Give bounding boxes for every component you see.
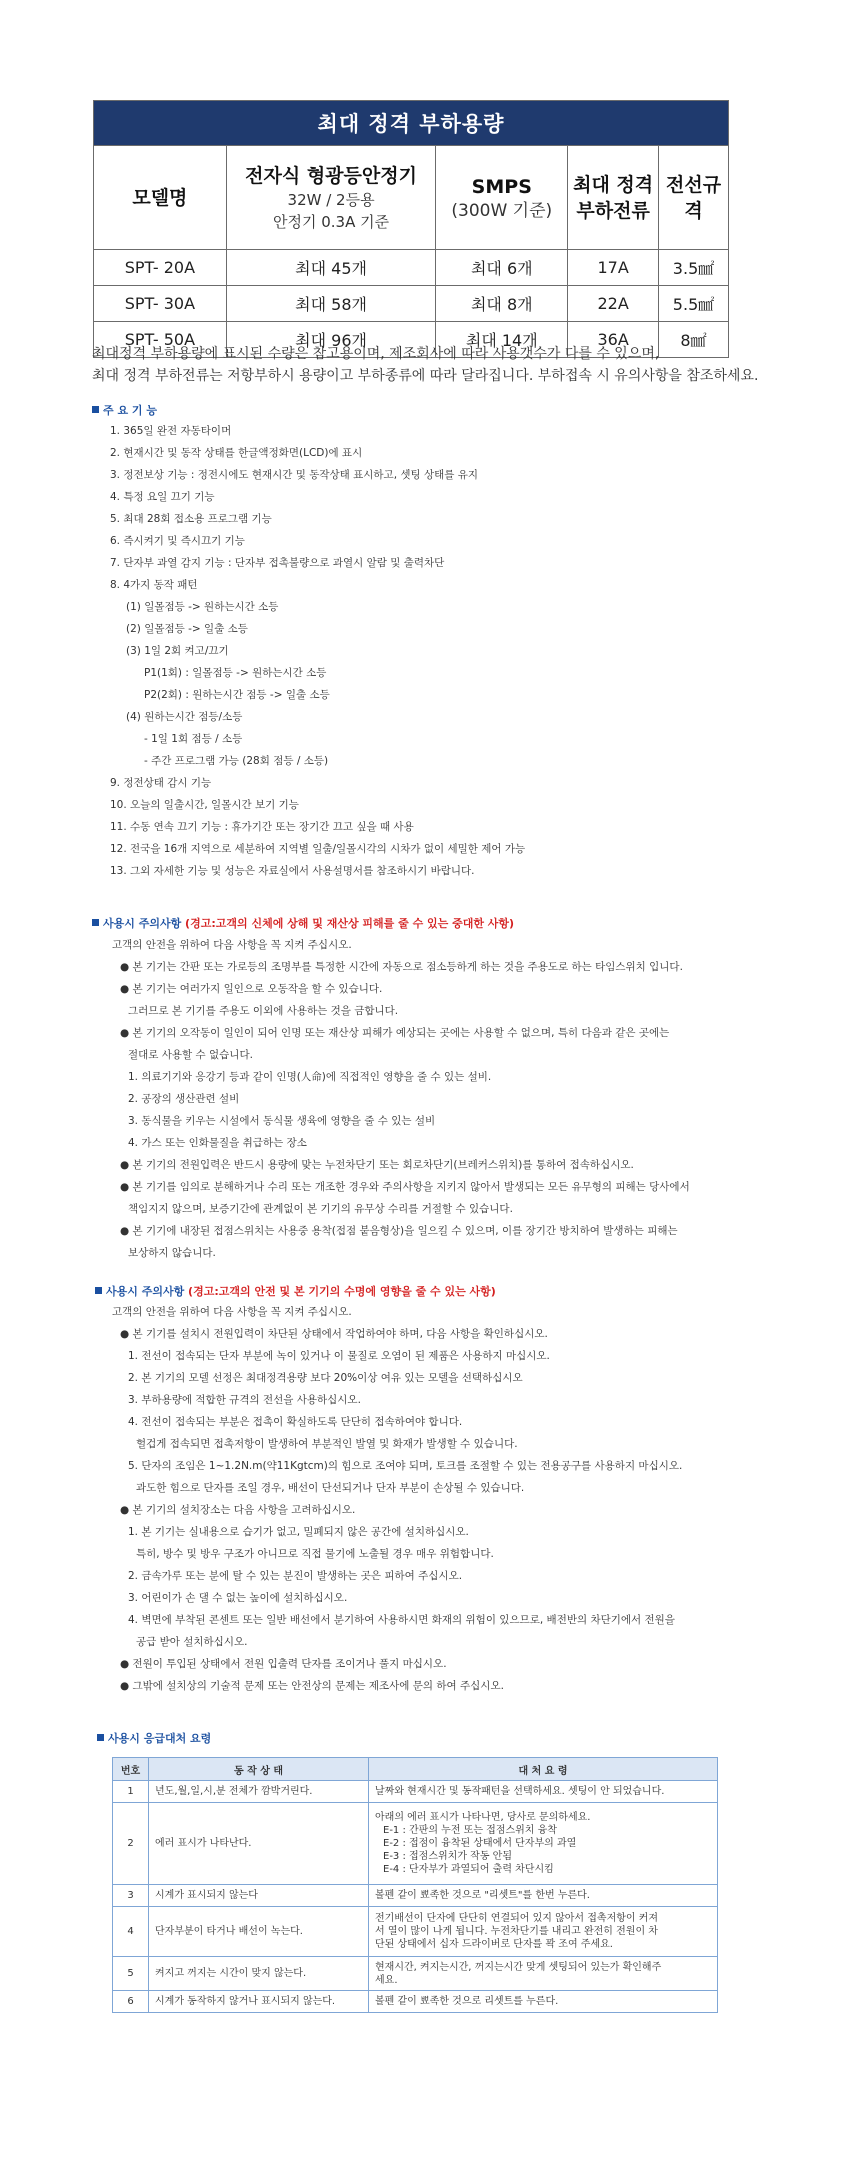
caution2-title: 사용시 주의사항 (경고:고객의 안전 및 본 기기의 수명에 영향을 줄 수 있는 사항) — [95, 1283, 496, 1299]
list-item: 3. 부하용량에 적합한 규격의 전선을 사용하십시오. — [128, 1394, 361, 1406]
table-row — [94, 286, 729, 322]
cell-smps: 최대 6개 — [436, 250, 568, 286]
header-model: 모델명 — [94, 146, 227, 250]
cell-state: 시계가 표시되지 않는다 — [149, 1885, 369, 1907]
square-bullet-icon — [97, 1734, 104, 1741]
list-item: 3. 동식물을 키우는 시설에서 동식물 생육에 영향을 줄 수 있는 설비 — [128, 1115, 436, 1127]
cell-no: 1 — [113, 1781, 149, 1803]
list-item: 2. 본 기기의 모델 선정은 최대정격용량 보다 20%이상 여유 있는 모델을 선택하십시오 — [128, 1372, 523, 1384]
list-item: 고객의 안전을 위하여 다음 사항을 꼭 지켜 주십시오. — [112, 939, 352, 951]
header-no: 번호 — [113, 1758, 149, 1781]
cell-wire: 5.5㎟ — [659, 286, 729, 322]
cell-action — [369, 1803, 718, 1885]
header-wire: 전선규격 — [659, 146, 729, 250]
cell-ballast: 최대 58개 — [226, 286, 436, 322]
list-item: 13. 그외 자세한 기능 및 성능은 자료실에서 사용설명서를 참조하시기 바랍니다. — [110, 865, 475, 877]
list-item: 1. 의료기기와 응강기 등과 같이 인명(人命)에 직접적인 영향을 줄 수 있는 설비. — [128, 1071, 492, 1083]
list-item: 특히, 방수 및 방우 구조가 아니므로 직접 물기에 노출될 경우 매우 위험합니다. — [136, 1548, 494, 1560]
cell-current: 17A — [568, 250, 659, 286]
list-item: 4. 전선이 접속되는 부분은 접촉이 확실하도록 단단히 접속하여야 합니다. — [128, 1416, 463, 1428]
list-item: 11. 수동 연속 끄기 기능 : 휴가기간 또는 장기간 끄고 싶을 때 사용 — [110, 821, 414, 833]
square-bullet-icon — [92, 919, 99, 926]
list-item: 2. 공장의 생산관련 설비 — [128, 1093, 240, 1105]
list-item: 5. 단자의 조임은 1~1.2N.m(약11Kgtcm)의 힘으로 조여야 되며, 토크를 조절할 수 있는 전용공구를 사용하지 마십시오. — [128, 1460, 683, 1472]
list-item: 공급 받아 설치하십시오. — [136, 1636, 248, 1648]
table-row — [113, 1907, 718, 1957]
list-item: 과도한 힘으로 단자를 조일 경우, 배선이 단선되거나 단자 부분이 손상될 수 있습니다. — [136, 1482, 525, 1494]
features-title: 주 요 기 능 — [92, 402, 157, 418]
notice-line: 최대 정격 부하전류는 저항부하시 용량이고 부하종류에 따라 달라집니다. 부하접속 시 유의사항을 참조하세요. — [92, 368, 759, 384]
cell-state: 년도,월,일,시,분 전체가 깜박거린다. — [149, 1781, 369, 1803]
caution1-title: 사용시 주의사항 (경고:고객의 신체에 상해 및 재산상 피해를 줄 수 있는 중대한 사항) — [92, 915, 514, 931]
list-item: 1. 본 기기는 실내용으로 습기가 없고, 밀폐되지 않은 공간에 설치하십시오. — [128, 1526, 469, 1538]
action-line: E-2 : 접점이 융착된 상태에서 단자부의 과열 — [383, 1838, 577, 1849]
list-item: P1(1회) : 일몰점등 -> 원하는시간 소등 — [144, 667, 327, 679]
header-current: 최대 정격 부하전류 — [568, 146, 659, 250]
square-bullet-icon — [95, 1287, 102, 1294]
cell-action — [369, 1957, 718, 1991]
cell-no: 4 — [113, 1907, 149, 1957]
table-row — [113, 1957, 718, 1991]
list-item: 헐겁게 접속되면 접촉저항이 발생하여 부분적인 발열 및 화재가 발생할 수 있습니다. — [136, 1438, 518, 1450]
table-row — [113, 1781, 718, 1803]
list-item: 2. 금속가루 또는 분에 탈 수 있는 분진이 발생하는 곳은 피하여 주십시오. — [128, 1570, 463, 1582]
cell-ballast: 최대 45개 — [226, 250, 436, 286]
response-title: 사용시 응급대처 요령 — [97, 1730, 211, 1746]
action-line: 세요. — [375, 1974, 398, 1986]
cell-smps: 최대 14개 — [436, 322, 568, 358]
list-item: 12. 전국을 16개 지역으로 세분하여 지역별 일출/일몰시각의 시차가 없이 세밀한 제어 가능 — [110, 843, 526, 855]
cell-no: 2 — [113, 1803, 149, 1885]
list-item: 4. 가스 또는 인화물질을 취급하는 장소 — [128, 1137, 307, 1149]
action-line: E-4 : 단자부가 과열되어 출력 차단시킴 — [383, 1864, 554, 1875]
cell-smps: 최대 8개 — [436, 286, 568, 322]
action-line: E-1 : 간판의 누전 또는 접점스위치 융착 — [383, 1825, 557, 1836]
action-line: 단된 상태에서 십자 드라이버로 단자를 꽉 조여 주세요. — [375, 1939, 613, 1950]
list-item: ● 전원이 투입된 상태에서 전원 입출력 단자를 조이거나 풀지 마십시오. — [120, 1658, 447, 1670]
action-line: 아래의 에러 표시가 나타나면, 당사로 문의하세요. — [375, 1812, 591, 1823]
response-table — [112, 1757, 718, 2013]
cell-wire: 8㎟ — [659, 322, 729, 358]
list-item: 1. 전선이 접속되는 단자 부분에 녹이 있거나 이 물질로 오염이 된 제품은 사용하지 마십시오. — [128, 1350, 550, 1362]
action-line: E-3 : 접점스위치가 작동 안됨 — [383, 1851, 512, 1862]
cell-state: 에러 표시가 나타난다. — [149, 1803, 369, 1885]
list-item: (1) 일몰점등 -> 원하는시간 소등 — [126, 601, 279, 613]
list-item: ● 그밖에 설치상의 기술적 문제 또는 안전상의 문제는 제조사에 문의 하여 주십시오. — [120, 1680, 504, 1692]
cell-wire: 3.5㎟ — [659, 250, 729, 286]
cell-state: 켜지고 꺼지는 시간이 맞지 않는다. — [149, 1957, 369, 1991]
cell-model: SPT- 30A — [94, 286, 227, 322]
list-item: ● 본 기기를 임의로 분해하거나 수리 또는 개조한 경우와 주의사항을 지키지 않아서 발생되는 모든 유무형의 피해는 당사에서 — [120, 1181, 690, 1193]
list-item: 책임지지 않으며, 보증기간에 관계없이 본 기기의 유무상 수리를 거절할 수 있습니다. — [128, 1203, 513, 1215]
header-action: 대 처 요 령 — [369, 1758, 718, 1781]
list-item: (4) 원하는시간 점등/소등 — [126, 711, 243, 723]
list-item: (2) 일몰점등 -> 일출 소등 — [126, 623, 248, 635]
list-item: 9. 정전상태 감시 기능 — [110, 777, 212, 789]
cell-ballast: 최대 96개 — [226, 322, 436, 358]
list-item: ● 본 기기의 설치장소는 다음 사항을 고려하십시오. — [120, 1504, 356, 1516]
list-item: 3. 정전보상 기능 : 정전시에도 현재시간 및 동작상태 표시하고, 셋팅 상태를 유지 — [110, 469, 479, 481]
action-line: 볼펜 같이 뾰족한 것으로 리셋트를 누른다. — [375, 1996, 559, 2007]
action-line: 볼펜 같이 뾰족한 것으로 "리셋트"를 한번 누른다. — [375, 1890, 590, 1901]
header-state: 동 작 상 태 — [149, 1758, 369, 1781]
notice-line: 최대정격 부하용량에 표시된 수량은 참고용이며, 제조회사에 따라 사용갯수가 다를 수 있으며, — [92, 346, 660, 362]
list-item: 10. 오늘의 일출시간, 일몰시간 보기 기능 — [110, 799, 299, 811]
header-smps: SMPS (300W 기준) — [436, 146, 568, 250]
list-item: 보상하지 않습니다. — [128, 1247, 216, 1259]
list-item: 7. 단자부 과열 감지 기능 : 단자부 접촉불량으로 과열시 알람 및 출력차단 — [110, 557, 445, 569]
cell-model: SPT- 20A — [94, 250, 227, 286]
cell-action — [369, 1781, 718, 1803]
cell-model: SPT- 50A — [94, 322, 227, 358]
list-item: 2. 현재시간 및 동작 상태를 한글액정화면(LCD)에 표시 — [110, 447, 363, 459]
cell-no: 3 — [113, 1885, 149, 1907]
action-line: 날짜와 현재시간 및 동작패턴을 선택하세요. 셋팅이 안 되었습니다. — [375, 1786, 665, 1797]
table-row — [113, 1885, 718, 1907]
list-item: 5. 최대 28회 접소용 프로그램 기능 — [110, 513, 272, 525]
list-item: 8. 4가지 동작 패턴 — [110, 579, 198, 591]
cell-current: 36A — [568, 322, 659, 358]
list-item: ● 본 기기는 여러가지 일인으로 오동작을 할 수 있습니다. — [120, 983, 383, 995]
list-item: - 주간 프로그램 가능 (28회 점등 / 소등) — [144, 755, 329, 767]
list-item: 4. 특정 요일 끄기 기능 — [110, 491, 215, 503]
table-row — [113, 1991, 718, 2013]
header-ballast: 전자식 형광등안정기 32W / 2등용 안정기 0.3A 기준 — [226, 146, 436, 250]
cell-state: 단자부분이 타거나 배선이 녹는다. — [149, 1907, 369, 1957]
action-line: 현재시간, 켜지는시간, 꺼지는시간 맞게 셋팅되어 있는가 확인해주 — [375, 1961, 662, 1973]
square-bullet-icon — [92, 406, 99, 413]
list-item: 3. 어린이가 손 댈 수 없는 높이에 설치하십시오. — [128, 1592, 348, 1604]
list-item: 1. 365일 완전 자동타이머 — [110, 425, 232, 437]
list-item: (3) 1일 2회 켜고/끄기 — [126, 645, 229, 657]
list-item: P2(2회) : 원하는시간 점등 -> 일출 소등 — [144, 689, 330, 701]
capacity-notice — [92, 343, 812, 387]
list-item: ● 본 기기에 내장된 접점스위치는 사용중 용착(접점 붙음형상)을 일으킬 수 있으며, 이를 장기간 방치하여 발생하는 피해는 — [120, 1225, 678, 1237]
cell-action — [369, 1885, 718, 1907]
cell-action — [369, 1991, 718, 2013]
cell-current: 22A — [568, 286, 659, 322]
list-item: 고객의 안전을 위하여 다음 사항을 꼭 지켜 주십시오. — [112, 1306, 352, 1318]
list-item: 4. 벽면에 부착된 콘센트 또는 일반 배선에서 분기하여 사용하시면 화재의 위험이 있으므로, 배전반의 차단기에서 전원을 — [128, 1614, 675, 1626]
list-item: ● 본 기기의 오작동이 일인이 되어 인명 또는 재산상 피해가 예상되는 곳에는 사용할 수 없으며, 특히 다음과 같은 곳에는 — [120, 1027, 670, 1039]
list-item: ● 본 기기의 전원입력은 반드시 용량에 맞는 누전차단기 또는 회로차단기(브레커스위치)를 통하여 접속하십시오. — [120, 1159, 634, 1171]
action-line: 전기배선이 단자에 단단히 연결되어 있지 않아서 접촉저항이 커져 — [375, 1913, 659, 1924]
table-row — [94, 250, 729, 286]
table-title: 최대 정격 부하용량 — [94, 101, 729, 146]
list-item: ● 본 기기는 간판 또는 가로등의 조명부를 특정한 시간에 자동으로 점소등하게 하는 것을 주용도로 하는 타임스위치 입니다. — [120, 961, 683, 973]
action-line: 서 열이 많이 나게 됩니다. 누전차단기를 내리고 완전히 전원이 차 — [375, 1926, 658, 1937]
cell-state: 시계가 동작하지 않거나 표시되지 않는다. — [149, 1991, 369, 2013]
load-capacity-table — [93, 100, 729, 358]
list-item: 그러므로 본 기기를 주용도 이외에 사용하는 것을 금합니다. — [128, 1005, 399, 1017]
cell-action — [369, 1907, 718, 1957]
list-item: 절대로 사용할 수 없습니다. — [128, 1049, 253, 1061]
table-row — [113, 1803, 718, 1885]
list-item: - 1일 1회 점등 / 소등 — [144, 733, 243, 745]
list-item: 6. 즉시켜기 및 즉시끄기 기능 — [110, 535, 245, 547]
cell-no: 6 — [113, 1991, 149, 2013]
cell-no: 5 — [113, 1957, 149, 1991]
list-item: ● 본 기기를 설치시 전원입력이 차단된 상태에서 작업하여야 하며, 다음 사항을 확인하십시오. — [120, 1328, 548, 1340]
